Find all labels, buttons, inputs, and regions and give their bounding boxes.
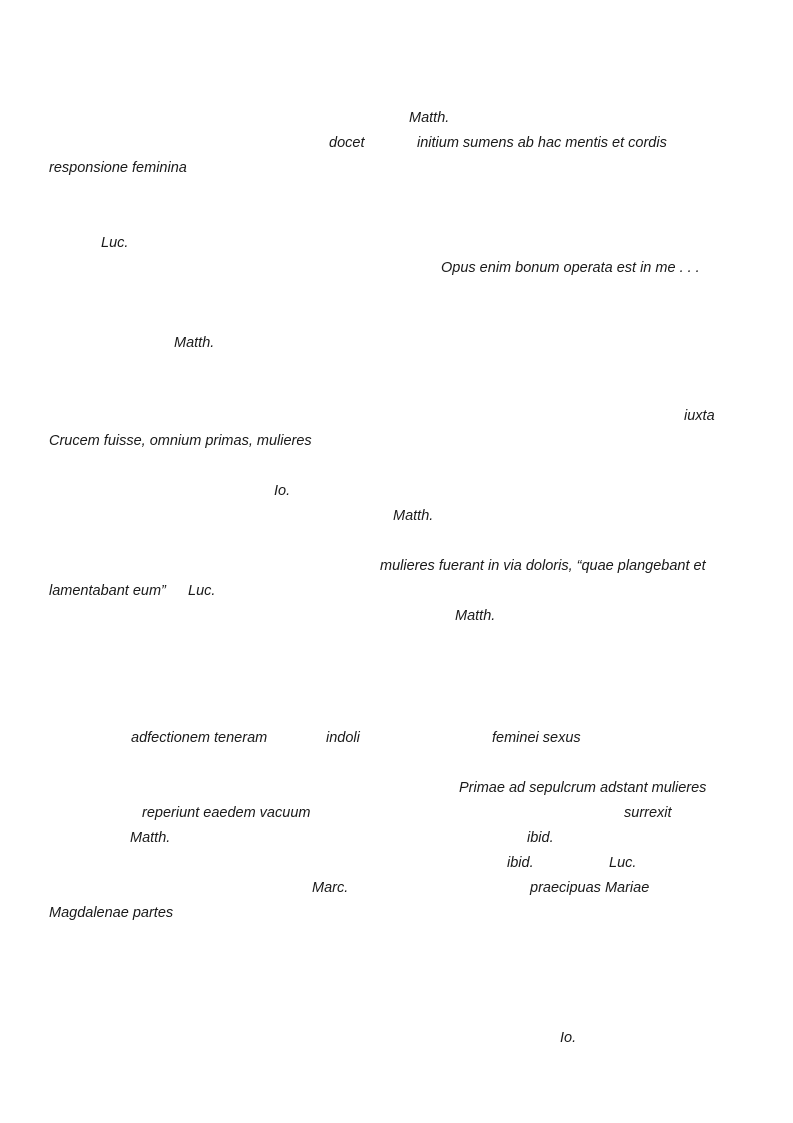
text-fragment: Crucem fuisse, omnium primas, mulieres: [49, 433, 312, 449]
citation-matth: Matth.: [455, 608, 496, 624]
citation-ibid: ibid.: [507, 855, 534, 871]
citation-matth: Matth.: [174, 335, 215, 351]
text-fragment: feminei sexus: [492, 730, 581, 746]
text-fragment: lamentabant eum”: [49, 583, 166, 599]
citation-io: Io.: [560, 1030, 577, 1046]
text-fragment: docet: [329, 135, 365, 151]
text-fragment: mulieres fuerant in via doloris, “quae plangebant et: [380, 558, 706, 574]
text-fragment: reperiunt eaedem vacuum: [142, 805, 311, 821]
citation-io: Io.: [274, 483, 291, 499]
text-fragment: Magdalenae partes: [49, 905, 174, 921]
text-fragment: adfectionem teneram: [131, 730, 268, 746]
quotation-fragment: Opus enim bonum operata est in me . . .: [441, 260, 700, 276]
text-fragment: indoli: [326, 730, 360, 746]
citation-matth: Matth.: [130, 830, 171, 846]
citation-luc: Luc.: [101, 235, 129, 251]
citation-luc: Luc.: [188, 583, 216, 599]
citation-luc: Luc.: [609, 855, 637, 871]
text-fragment: iuxta: [684, 408, 715, 424]
citation-marc: Marc.: [312, 880, 349, 896]
citation-matth: Matth.: [393, 508, 434, 524]
citation-matth: Matth.: [409, 110, 450, 126]
text-fragment: initium sumens ab hac mentis et cordis: [417, 135, 667, 151]
text-fragment: Primae ad sepulcrum adstant mulieres: [459, 780, 707, 796]
citation-ibid: ibid.: [527, 830, 554, 846]
text-fragment: praecipuas Mariae: [530, 880, 650, 896]
text-fragment: surrexit: [624, 805, 672, 821]
text-fragment: responsione feminina: [49, 160, 187, 176]
